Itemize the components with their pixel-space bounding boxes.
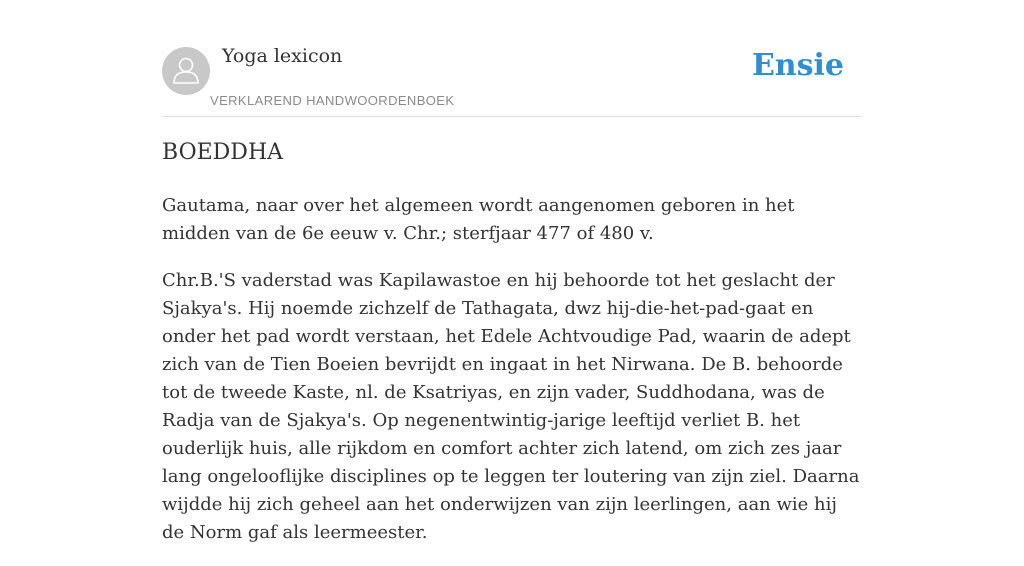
brand-logo[interactable]: Ensie xyxy=(751,48,844,83)
entry-paragraph: Chr.B.'S vaderstad was Kapilawastoe en hij behoorde tot het geslacht der Sjakya's. Hij noemde zichzelf de Tathagata, dwz hij-die-het-pad-gaat en onder het pad wordt verstaan, het Edele Achtvoudige Pad, waarin de adept zich van de Tien Boeien bevrijdt en ingaat in het Nirwana. De B. behoorde tot de tweede Kaste, nl. de Ksatriyas, en zijn vader, Suddhodana, was de Radja van de Sjakya's. Op negenentwintig-jarige leeftijd verliet B. het ouderlijk huis, alle rijkdom en comfort achter zich latend, om zich zes jaar lang ongelooflijke disciplines op te leggen ter loutering van zijn ziel. Daarna wijdde hij zich geheel aan het onderwijzen van zijn leerlingen, aan wie hij de Norm gaf als leermeester. xyxy=(162,270,860,543)
user-silhouette-icon xyxy=(162,47,210,95)
site-subtitle: VERKLAREND HANDWOORDENBOEK xyxy=(210,93,455,108)
header xyxy=(162,0,862,117)
avatar[interactable] xyxy=(162,47,210,95)
entry-paragraph: Gautama, naar over het algemeen wordt aangenomen geboren in het midden van de 6e eeuw v. Chr.; sterfjaar 477 of 480 v. xyxy=(162,195,795,244)
site-title[interactable]: Yoga lexicon xyxy=(222,45,343,67)
entry-body xyxy=(162,192,864,566)
entry-title: BOEDDHA xyxy=(162,140,284,165)
